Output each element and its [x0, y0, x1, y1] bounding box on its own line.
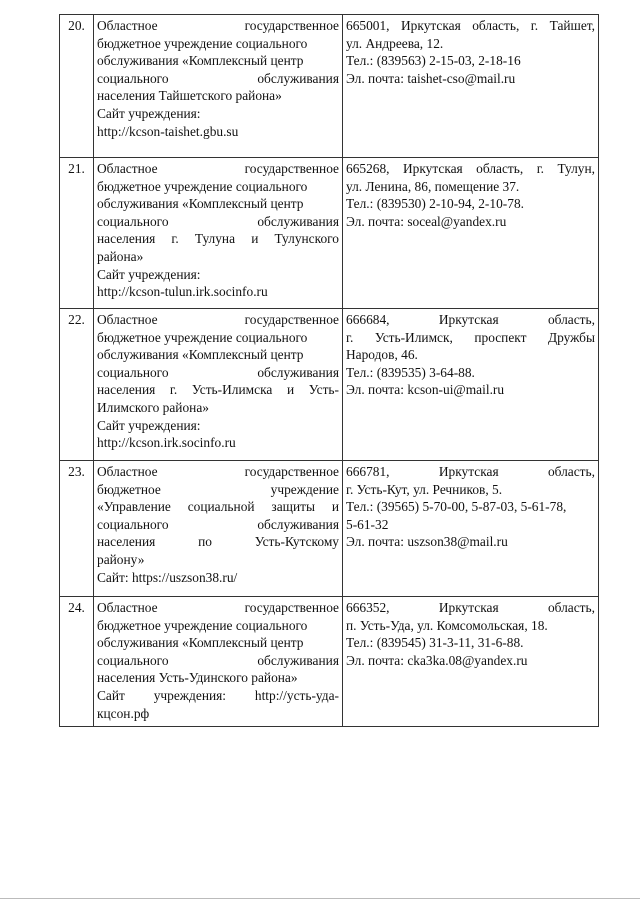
- org-line: обслуживания «Комплексный центр: [97, 635, 304, 651]
- email: Эл. почта: uszson38@mail.ru: [346, 534, 508, 550]
- org-line: населения Тайшетского района»: [97, 88, 282, 104]
- organization-cell: [94, 461, 343, 597]
- site-url: http://kcson-tulun.irk.socinfo.ru: [97, 284, 268, 300]
- address-line: п. Усть-Уда, ул. Комсомольская, 18.: [346, 617, 548, 633]
- email: Эл. почта: taishet-cso@mail.ru: [346, 70, 516, 86]
- address-line: ул. Ленина, 86, помещение 37.: [346, 178, 520, 194]
- org-line: социального обслуживания: [97, 213, 339, 229]
- org-line: социального обслуживания: [97, 364, 339, 380]
- email: Эл. почта: kcson-ui@mail.ru: [346, 382, 505, 398]
- org-line: обслуживания «Комплексный центр: [97, 53, 304, 69]
- organization-cell: [94, 597, 343, 727]
- phone: Тел.: (839545) 31-3-11, 31-6-88.: [346, 635, 524, 651]
- row-number: 22.: [60, 309, 94, 461]
- phone: Тел.: (39565) 5-70-00, 5-87-03, 5-61-78,: [346, 499, 567, 515]
- email: Эл. почта: cka3ka.08@yandex.ru: [346, 652, 528, 668]
- org-line: Областное государственное: [97, 600, 339, 615]
- table-row: [60, 158, 599, 309]
- org-line: бюджетное учреждение социального: [97, 329, 308, 345]
- org-line: «Управление социальной защиты и: [97, 499, 339, 515]
- org-line: обслуживания «Комплексный центр: [97, 347, 304, 363]
- org-line: социального обслуживания: [97, 652, 339, 668]
- address-line: ул. Андреева, 12.: [346, 35, 444, 51]
- org-line: населения г. Усть-Илимска и Усть-: [97, 382, 339, 398]
- table-row: [60, 15, 599, 158]
- org-line: району»: [97, 551, 145, 567]
- org-line: Областное государственное: [97, 161, 339, 176]
- site-url: http://kcson-taishet.gbu.su: [97, 123, 239, 139]
- phone: Тел.: (839530) 2-10-94, 2-10-78.: [346, 196, 524, 212]
- address-line: 666684, Иркутская область,: [346, 312, 595, 327]
- org-line: бюджетное учреждение социального: [97, 178, 308, 194]
- org-line: социального обслуживания: [97, 516, 339, 532]
- org-line: Областное государственное: [97, 312, 339, 327]
- phone: Тел.: (839563) 2-15-03, 2-18-16: [346, 53, 521, 69]
- email: Эл. почта: soceal@yandex.ru: [346, 213, 507, 229]
- org-line: района»: [97, 248, 144, 264]
- site-line: [97, 569, 339, 587]
- row-number: 21.: [60, 158, 94, 309]
- address-line: 666352, Иркутская область,: [346, 600, 595, 615]
- row-number: 20.: [60, 15, 94, 158]
- org-line: населения Усть-Удинского района»: [97, 670, 298, 686]
- phone: 5-61-32: [346, 516, 389, 532]
- org-line: социального обслуживания: [97, 70, 339, 86]
- site-url: https://uszson38.ru/: [131, 569, 238, 585]
- table-row: [60, 309, 599, 461]
- site-label: Сайт учреждения:: [97, 417, 201, 433]
- organization-cell: [94, 15, 343, 158]
- row-number: 24.: [60, 597, 94, 727]
- org-line: обслуживания «Комплексный центр: [97, 196, 304, 212]
- contact-cell: [343, 461, 599, 597]
- institutions-table: [59, 14, 599, 727]
- table-row: [60, 461, 599, 597]
- site-label: Сайт:: [97, 569, 129, 585]
- contact-cell: [343, 597, 599, 727]
- table-row: [60, 597, 599, 727]
- site-line: кцсон.рф: [97, 705, 150, 721]
- site-label: Сайт учреждения:: [97, 266, 201, 282]
- organization-cell: [94, 158, 343, 309]
- site-url: http://kcson.irk.socinfo.ru: [97, 435, 236, 451]
- org-line: бюджетное учреждение социального: [97, 35, 308, 51]
- page-bottom-rule: [0, 898, 640, 899]
- org-line: Областное государственное: [97, 18, 339, 33]
- address-line: г. Усть-Кут, ул. Речников, 5.: [346, 481, 503, 497]
- org-line: бюджетное учреждение социального: [97, 617, 308, 633]
- site-line: Сайт учреждения: http://усть-уда-: [97, 687, 339, 703]
- site-label: Сайт учреждения:: [97, 105, 201, 121]
- org-line: населения по Усть-Кутскому: [97, 534, 339, 550]
- contact-cell: [343, 309, 599, 461]
- org-line: бюджетное учреждение: [97, 481, 339, 497]
- address-line: 665001, Иркутская область, г. Тайшет,: [346, 18, 595, 33]
- org-line: Областное государственное: [97, 464, 339, 479]
- contact-cell: [343, 158, 599, 309]
- contact-cell: [343, 15, 599, 158]
- org-line: Илимского района»: [97, 399, 209, 415]
- address-line: г. Усть-Илимск, проспект Дружбы: [346, 329, 595, 345]
- address-line: 665268, Иркутская область, г. Тулун,: [346, 161, 595, 176]
- address-line: Народов, 46.: [346, 347, 418, 363]
- org-line: населения г. Тулуна и Тулунского: [97, 231, 339, 247]
- address-line: 666781, Иркутская область,: [346, 464, 595, 479]
- row-number: 23.: [60, 461, 94, 597]
- organization-cell: [94, 309, 343, 461]
- phone: Тел.: (839535) 3-64-88.: [346, 364, 475, 380]
